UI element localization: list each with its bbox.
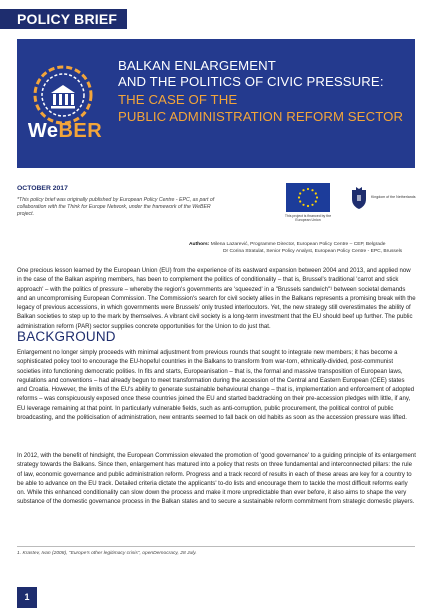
background-paragraph-2: In 2012, with the benefit of hindsight, the European Commission elevated the promotion of 'good governance' to a guiding principle of its enlargement strategy towards the Balkans. Since then, enlargement has matured into a policy that rests on three fundamental and interconnected pillars: the rule of law, economic governance and public administration reform. Progress and a track record of results in each of these areas are key for a country to be able to advance on the EU track. Detailed criteria dictate the applicants' to-do lists and encourage them to tackle the most difficult reforms early on. While this enhanced conditionality can slow down the process and make it more unpredictable than ever before, it also aims to shape the very substance of the domestic governance process in the Balkan states and to secure a sustainable reform commitment from strategic domestic players. — [17, 453, 416, 506]
netherlands-caption: Kingdom of the Netherlands — [371, 195, 416, 199]
banner-title-line-1: BALKAN ENLARGEMENT — [118, 58, 276, 73]
background-heading: BACKGROUND — [17, 329, 116, 344]
footnote-divider — [17, 546, 415, 547]
author-1: Milena Lazarević, Programme Director, European Policy Centre – CEP, Belgrade — [210, 242, 386, 247]
authors-block — [189, 241, 402, 255]
publication-note: *This policy brief was originally published by European Policy Centre - EPC, as part of collaboration with the Think for Europe Network, under the framework of the WeBER project. — [17, 197, 215, 217]
banner-subtitle-line-2: PUBLIC ADMINISTRATION REFORM SECTOR — [118, 109, 404, 124]
eu-funding-caption: This project is financed by the European Union — [284, 214, 332, 222]
eu-flag-icon — [286, 183, 330, 212]
banner-title-line-2: AND THE POLITICS OF CIVIC PRESSURE: — [118, 74, 384, 89]
page-number: 1 — [17, 587, 37, 608]
weber-logo-icon — [31, 63, 95, 127]
netherlands-coat-of-arms-icon — [349, 186, 369, 210]
background-paragraph-1: Enlargement no longer simply proceeds with minimal adjustment from previous rounds that sought to integrate new members; it has become a sophisticated policy tool to encourage the EU-hopeful countries in the Balkans to transform from war-torn, ethnically-divided, post-communist societies into functioning democratic polities. In fits and starts, Europeanisation – that is, the formal and massive transposition of European laws, regulations and conventions – had already begun to meet transformation during the accession of the Central and Eastern European (CEE) states and Croatia. However, the limits of the EU's ability to generate sustainable behavioural change – that is, implementation and enforcement of adopted reforms – was conspicuously exposed once these countries joined the EU and started backtracking on their pre-accession pledges with little, if any, EU leverage remaining at that point. In particularly vulnerable fields, such as anti-corruption, public procurement, the political control of public broadcasting, and the politicisation of administration, new entrants seemed to fall back on old habits as soon as the accession pressure was lifted. — [17, 350, 415, 422]
authors-label: Authors: — [189, 242, 210, 247]
policy-brief-tag: POLICY BRIEF — [0, 9, 127, 29]
intro-paragraph: One precious lesson learned by the European Union (EU) from the experience of its eastward expansion between 2004 and 2013, and applied now in the case of the Balkan aspiring members, has been to complement the politics of conditionality – that is, Brussel's traditional 'carrot and stick approach' – with the politics of pressure – whereby the region's governments are 'squeezed' in a "Brussels sandwich"¹ between societal demands and an uncompromising European Commission. The Commission's search for civil society allies in the Balkans represents a promising break with the legacy of previous accessions, in which governments were Brussels' only trusted interlocutors. Yet, the new strategy still overestimates the ability of Balkan societies to step up to the mark by themselves. A vibrant civil society is a long-term investment that the EU should beef up further. The public administration reform (PAR) sector supplies concrete opportunities for the Union to do just that. — [17, 268, 416, 330]
weber-logo-text: WeBER — [27, 120, 103, 142]
title-banner — [17, 39, 415, 168]
banner-subtitle-line-1: THE CASE OF THE — [118, 92, 238, 107]
publication-date: OCTOBER 2017 — [17, 185, 68, 192]
author-2: Dr Corina Stratulat, Senior Policy Analyst, European Policy Centre - EPC, Brussels — [223, 249, 403, 254]
footnote: 1. Krastev, Ivan (2008), "Europe's other legitimacy crisis", openDemocracy, 28 July. — [17, 551, 197, 556]
